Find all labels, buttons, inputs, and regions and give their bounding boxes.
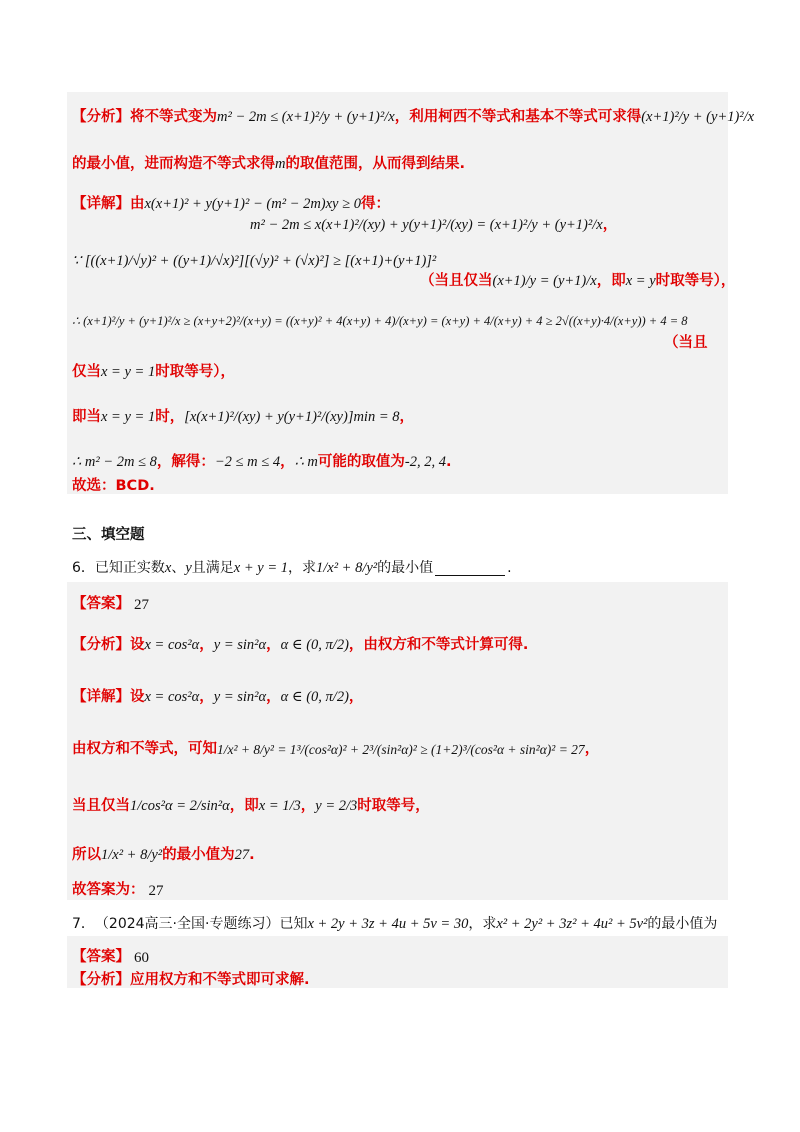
detail-line-3-tail: （当且 — [664, 335, 708, 351]
q7-analysis: 【分析】 应用权方和不等式即可求解. — [72, 972, 310, 988]
detail-line-2: ∵ [((x+1)/√y)² + ((y+1)/√x)²][(√y)² + (√x)²] ≥ [(x+1)+(y+1)]² — [72, 253, 437, 269]
solution-block-5 — [67, 92, 755, 494]
q6-detail-3: 当且仅当 1/cos²α = 2/sin²α ，即 x = 1/3 ， y = 2/3 时取等号， — [72, 798, 430, 814]
detail-line-6: ∴ m² − 2m ≤ 8 ，解得： −2 ≤ m ≤ 4 ， ∴ m 可能的取值为 -2, 2, 4 . — [72, 454, 452, 470]
q7-answer: 【答案】 60 — [72, 949, 149, 966]
detail-line-1: 【详解】 由 x(x+1)² + y(y+1)² − (m² − 2m)xy ≥ 0 得： — [72, 196, 390, 212]
q6-detail-1: 【详解】 设 x = cos²α ， y = sin²α ， α ∈ (0, π/2) ， — [72, 689, 364, 705]
choice-line: 故选：BCD. — [72, 478, 155, 494]
section-heading: 三、填空题 — [72, 527, 145, 543]
detail-line-2b: （当且仅当 (x+1)/y = (y+1)/x ，即 x = y 时取等号）， — [420, 273, 736, 289]
detail-line-3: ∴ (x+1)²/y + (y+1)²/x ≥ (x+y+2)²/(x+y) = ((x+y)² + 4(x+y) + 4)/(x+y) = (x+y) + 4/(x+y) + 4 ≥ 2√((x+y)·4/(x+y)) + 4 = 8 — [72, 314, 688, 328]
answer-blank — [435, 561, 505, 576]
detail-line-1b: m² − 2m ≤ x(x+1)²/(xy) + y(y+1)²/(xy) = (x+1)²/y + (y+1)²/x ， — [250, 217, 618, 233]
question-6: 6． 已知正实数 x 、 y 且满足 x + y = 1 ，求 1/x² + 8/y² 的最小值 . — [72, 560, 512, 577]
analysis-line-1: 【分析】 将不等式变为 m² − 2m ≤ (x+1)²/y + (y+1)²/x ，利用柯西不等式和基本不等式可求得 (x+1)²/y + (y+1)²/x — [72, 109, 755, 125]
q6-answer: 【答案】 27 — [72, 596, 149, 613]
detail-line-5: 即当 x = y = 1 时， [x(x+1)²/(xy) + y(y+1)²/(xy)]min = 8 ， — [72, 409, 414, 425]
analysis-line-2: 的最小值，进而构造不等式求得 m 的取值范围，从而得到结果. — [72, 156, 465, 172]
question-7: 7． （2024高三·全国·专题练习） 已知 x + 2y + 3z + 4u + 5v = 30 ，求 x² + 2y² + 3z² + 4u² + 5v² 的最小值为 — [72, 916, 718, 933]
detail-line-4: 仅当 x = y = 1 时取等号）， — [72, 364, 235, 380]
q6-analysis: 【分析】 设 x = cos²α ， y = sin²α ， α ∈ (0, π/2) ，由权方和不等式计算可得. — [72, 637, 529, 653]
q6-detail-2: 由权方和不等式，可知 1/x² + 8/y² = 1³/(cos²α)² + 2³/(sin²α)² ≥ (1+2)³/(cos²α + sin²α)² = 27 ， — [72, 741, 600, 757]
q6-detail-4: 所以 1/x² + 8/y² 的最小值为 27 . — [72, 847, 255, 863]
q6-final: 故答案为： 27 — [72, 882, 164, 899]
